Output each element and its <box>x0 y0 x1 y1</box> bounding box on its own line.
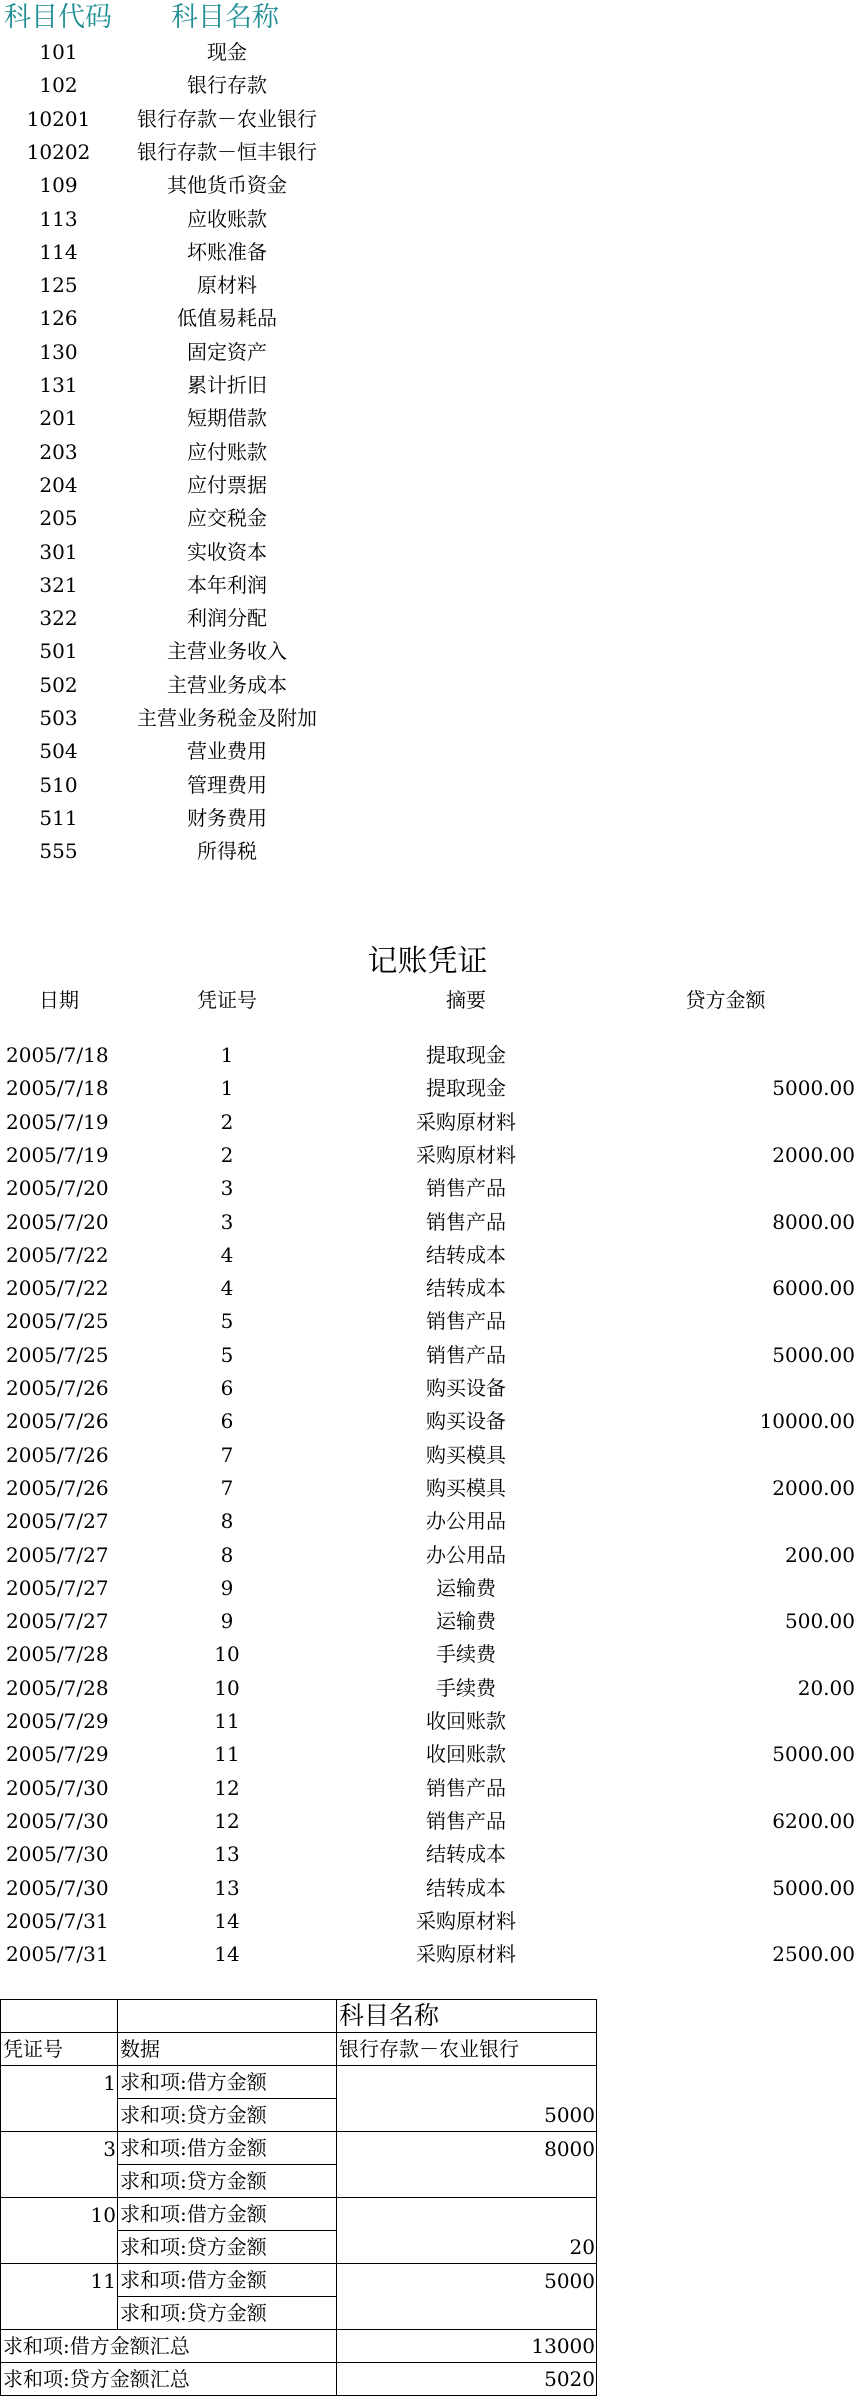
account-row <box>0 302 340 335</box>
voucher-date: 2005/7/26 <box>6 1475 109 1500</box>
pivot-group-debit-row <box>1 2132 597 2165</box>
voucher-number: 2 <box>220 1142 234 1167</box>
pivot-voucher-spacer <box>1 2231 118 2264</box>
account-name: 累计折旧 <box>187 373 267 397</box>
account-row <box>0 536 340 569</box>
voucher-summary: 销售产品 <box>426 1209 506 1234</box>
voucher-summary: 手续费 <box>436 1642 496 1667</box>
voucher-amount: 5000.00 <box>772 1875 855 1900</box>
account-row <box>0 136 340 169</box>
voucher-header-date: 日期 <box>39 988 79 1012</box>
voucher-summary: 结转成本 <box>426 1875 506 1900</box>
voucher-date: 2005/7/31 <box>6 1908 109 1933</box>
pivot-voucher-number: 3 <box>1 2132 118 2165</box>
voucher-date: 2005/7/22 <box>6 1242 109 1267</box>
voucher-number: 12 <box>214 1775 240 1800</box>
voucher-summary: 手续费 <box>436 1675 496 1700</box>
voucher-row <box>0 1139 855 1172</box>
account-row <box>0 269 340 302</box>
voucher-row <box>0 1106 855 1139</box>
voucher-summary: 采购原材料 <box>416 1908 516 1933</box>
pivot-credit-value <box>337 2165 597 2198</box>
voucher-row <box>0 1705 855 1738</box>
account-code: 131 <box>39 373 78 397</box>
pivot-table <box>0 1999 597 2396</box>
voucher-number: 3 <box>220 1176 234 1201</box>
account-code: 10202 <box>26 139 91 164</box>
account-name: 银行存款 <box>187 73 267 98</box>
voucher-date: 2005/7/27 <box>6 1509 109 1534</box>
voucher-row <box>0 1872 855 1905</box>
voucher-date: 2005/7/19 <box>6 1109 109 1134</box>
voucher-title: 记账凭证 <box>367 944 488 979</box>
voucher-amount: 5000.00 <box>772 1342 855 1367</box>
pivot-column-field[interactable]: 科目名称 <box>337 2000 597 2033</box>
voucher-row <box>0 1738 855 1771</box>
account-name: 应交税金 <box>187 506 267 531</box>
account-code: 126 <box>39 306 78 331</box>
voucher-date: 2005/7/26 <box>6 1376 109 1400</box>
voucher-summary: 结转成本 <box>426 1842 506 1867</box>
voucher-date: 2005/7/26 <box>6 1442 109 1467</box>
voucher-summary: 运输费 <box>436 1575 496 1600</box>
account-name: 财务费用 <box>187 805 267 830</box>
pivot-total-label: 求和项:借方金额汇总 <box>1 2330 337 2363</box>
account-row <box>0 369 340 402</box>
account-row <box>0 336 340 369</box>
voucher-summary: 收回账款 <box>426 1709 506 1733</box>
account-name: 坏账准备 <box>187 239 267 264</box>
voucher-amount: 20.00 <box>797 1675 855 1700</box>
pivot-total-row <box>1 2363 597 2396</box>
voucher-row <box>0 1039 855 1072</box>
pivot-voucher-spacer <box>1 2297 118 2330</box>
voucher-date: 2005/7/19 <box>6 1142 109 1167</box>
account-code: 321 <box>39 572 78 597</box>
account-code: 555 <box>39 839 78 864</box>
account-code: 205 <box>39 506 78 531</box>
account-row <box>0 602 340 635</box>
voucher-number: 5 <box>220 1342 234 1367</box>
pivot-total-value: 5020 <box>337 2363 597 2396</box>
account-name: 主营业务收入 <box>167 639 287 664</box>
pivot-data-label: 求和项:贷方金额 <box>118 2099 337 2132</box>
pivot-group-debit-row <box>1 2264 597 2297</box>
voucher-summary: 采购原材料 <box>416 1109 516 1134</box>
voucher-date: 2005/7/28 <box>6 1642 109 1667</box>
pivot-data-label: 求和项:贷方金额 <box>118 2297 337 2330</box>
voucher-row <box>0 1405 855 1438</box>
account-name: 实收资本 <box>187 539 267 564</box>
account-code: 201 <box>39 406 78 431</box>
voucher-number: 8 <box>220 1542 234 1567</box>
account-name: 营业费用 <box>187 739 267 764</box>
pivot-group-credit-row <box>1 2297 597 2330</box>
voucher-row <box>0 1905 855 1938</box>
voucher-row <box>0 1272 855 1305</box>
pivot-group-debit-row <box>1 2198 597 2231</box>
pivot-voucher-number: 1 <box>1 2066 118 2099</box>
pivot-voucher-spacer <box>1 2165 118 2198</box>
voucher-date: 2005/7/31 <box>6 1942 109 1967</box>
account-row <box>0 169 340 202</box>
account-code: 301 <box>39 539 78 564</box>
account-name: 原材料 <box>197 273 257 298</box>
voucher-date: 2005/7/25 <box>6 1309 109 1334</box>
pivot-credit-value <box>337 2297 597 2330</box>
account-code: 204 <box>39 472 78 497</box>
voucher-date: 2005/7/26 <box>6 1409 109 1434</box>
pivot-data-label: 求和项:借方金额 <box>118 2198 337 2231</box>
pivot-credit-value: 5000 <box>337 2099 597 2132</box>
account-row <box>0 436 340 469</box>
account-code: 125 <box>39 273 78 298</box>
voucher-number: 12 <box>214 1808 240 1833</box>
account-row <box>0 103 340 136</box>
voucher-number: 9 <box>220 1609 234 1634</box>
voucher-row <box>0 1938 855 1971</box>
voucher-date: 2005/7/20 <box>6 1209 109 1234</box>
voucher-date: 2005/7/20 <box>6 1176 109 1201</box>
voucher-summary: 结转成本 <box>426 1276 506 1301</box>
voucher-number: 6 <box>220 1409 234 1434</box>
voucher-summary: 提取现金 <box>426 1043 506 1067</box>
pivot-voucher-spacer <box>1 2099 118 2132</box>
voucher-number: 1 <box>220 1043 234 1067</box>
voucher-date: 2005/7/30 <box>6 1842 109 1867</box>
voucher-header-row <box>0 984 855 1017</box>
account-code: 501 <box>39 639 78 664</box>
voucher-summary: 销售产品 <box>426 1309 506 1334</box>
voucher-summary: 购买模具 <box>426 1442 506 1467</box>
voucher-amount: 500.00 <box>785 1609 855 1634</box>
voucher-summary: 销售产品 <box>426 1342 506 1367</box>
voucher-number: 6 <box>220 1376 234 1400</box>
voucher-date: 2005/7/28 <box>6 1675 109 1700</box>
account-name: 利润分配 <box>187 606 267 631</box>
voucher-number: 10 <box>214 1642 240 1667</box>
account-row <box>0 735 340 768</box>
voucher-row <box>0 1339 855 1372</box>
voucher-summary: 采购原材料 <box>416 1942 516 1967</box>
account-row <box>0 469 340 502</box>
voucher-row <box>0 1572 855 1605</box>
voucher-number: 14 <box>214 1942 240 1967</box>
account-row <box>0 669 340 702</box>
voucher-amount: 6200.00 <box>772 1808 855 1833</box>
voucher-row <box>0 1439 855 1472</box>
pivot-row-field-voucher[interactable]: 凭证号 <box>1 2033 118 2066</box>
account-name: 现金 <box>207 40 247 64</box>
voucher-amount: 2500.00 <box>772 1942 855 1967</box>
account-name: 银行存款－恒丰银行 <box>137 139 317 164</box>
pivot-voucher-number: 10 <box>1 2198 118 2231</box>
voucher-row <box>0 1539 855 1572</box>
voucher-amount: 10000.00 <box>759 1409 855 1434</box>
pivot-credit-value: 20 <box>337 2231 597 2264</box>
voucher-summary: 销售产品 <box>426 1176 506 1201</box>
voucher-number: 5 <box>220 1309 234 1334</box>
voucher-date: 2005/7/22 <box>6 1276 109 1301</box>
pivot-total-row <box>1 2330 597 2363</box>
voucher-amount: 2000.00 <box>772 1475 855 1500</box>
voucher-amount: 2000.00 <box>772 1142 855 1167</box>
voucher-number: 13 <box>214 1875 240 1900</box>
voucher-summary: 办公用品 <box>426 1509 506 1534</box>
account-name: 固定资产 <box>187 339 267 364</box>
voucher-summary: 销售产品 <box>426 1775 506 1800</box>
voucher-row <box>0 1672 855 1705</box>
account-code: 109 <box>39 173 78 198</box>
voucher-row <box>0 1505 855 1538</box>
voucher-number: 11 <box>214 1709 240 1733</box>
voucher-amount: 8000.00 <box>772 1209 855 1234</box>
voucher-header-no: 凭证号 <box>197 988 257 1012</box>
voucher-number: 10 <box>214 1675 240 1700</box>
voucher-date: 2005/7/30 <box>6 1775 109 1800</box>
voucher-summary: 提取现金 <box>426 1076 506 1101</box>
voucher-summary: 采购原材料 <box>416 1142 516 1167</box>
account-name: 主营业务成本 <box>167 672 287 697</box>
account-code: 10201 <box>26 106 91 131</box>
voucher-number: 3 <box>220 1209 234 1234</box>
pivot-total-label: 求和项:贷方金额汇总 <box>1 2363 337 2396</box>
voucher-date: 2005/7/18 <box>6 1076 109 1101</box>
voucher-date: 2005/7/27 <box>6 1542 109 1567</box>
voucher-row <box>0 1838 855 1871</box>
voucher-row <box>0 1072 855 1105</box>
pivot-group-debit-row <box>1 2066 597 2099</box>
account-name: 其他货币资金 <box>167 173 287 198</box>
voucher-row <box>0 1206 855 1239</box>
pivot-debit-value <box>337 2198 597 2231</box>
account-name: 应付账款 <box>187 439 267 464</box>
voucher-summary: 收回账款 <box>426 1742 506 1767</box>
account-name: 应付票据 <box>187 472 267 497</box>
voucher-number: 7 <box>220 1475 234 1500</box>
voucher-row <box>0 1305 855 1338</box>
account-code: 510 <box>39 772 78 797</box>
account-code: 503 <box>39 706 78 730</box>
account-code: 502 <box>39 672 78 697</box>
pivot-data-label: 求和项:贷方金额 <box>118 2231 337 2264</box>
pivot-group-credit-row <box>1 2231 597 2264</box>
voucher-date: 2005/7/25 <box>6 1342 109 1367</box>
voucher-summary: 购买模具 <box>426 1475 506 1500</box>
voucher-date: 2005/7/18 <box>6 1043 109 1067</box>
voucher-number: 13 <box>214 1842 240 1867</box>
voucher-amount: 200.00 <box>785 1542 855 1567</box>
account-name: 本年利润 <box>187 572 267 597</box>
pivot-data-label: 求和项:贷方金额 <box>118 2165 337 2198</box>
pivot-total-value: 13000 <box>337 2330 597 2363</box>
pivot-group-credit-row <box>1 2165 597 2198</box>
account-name: 低值易耗品 <box>177 306 277 331</box>
account-row <box>0 203 340 236</box>
pivot-data-label: 求和项:借方金额 <box>118 2066 337 2099</box>
account-code-header: 科目代码 <box>4 2 112 33</box>
account-code: 114 <box>39 239 78 264</box>
pivot-column-field-row <box>1 2000 597 2033</box>
account-row <box>0 69 340 102</box>
voucher-summary: 购买设备 <box>426 1409 506 1434</box>
voucher-date: 2005/7/30 <box>6 1808 109 1833</box>
voucher-number: 8 <box>220 1509 234 1534</box>
account-row <box>0 635 340 668</box>
voucher-header-amount: 贷方金额 <box>685 988 766 1012</box>
pivot-debit-value: 8000 <box>337 2132 597 2165</box>
account-row <box>0 36 340 69</box>
voucher-summary: 办公用品 <box>426 1542 506 1567</box>
pivot-debit-value <box>337 2066 597 2099</box>
pivot-header-row <box>1 2033 597 2066</box>
account-code: 203 <box>39 439 78 464</box>
account-row <box>0 802 340 835</box>
account-name-header: 科目名称 <box>171 2 279 33</box>
account-code: 511 <box>39 805 78 830</box>
pivot-group-credit-row <box>1 2099 597 2132</box>
voucher-row <box>0 1472 855 1505</box>
account-row <box>0 835 340 868</box>
voucher-date: 2005/7/27 <box>6 1575 109 1600</box>
account-row <box>0 702 340 735</box>
account-code: 101 <box>39 40 78 64</box>
voucher-row <box>0 1772 855 1805</box>
voucher-row <box>0 1172 855 1205</box>
pivot-corner-cell <box>118 2000 337 2033</box>
account-name: 短期借款 <box>187 406 267 431</box>
account-name: 所得税 <box>197 839 257 864</box>
voucher-date: 2005/7/29 <box>6 1709 109 1733</box>
account-row <box>0 402 340 435</box>
voucher-date: 2005/7/27 <box>6 1609 109 1634</box>
account-code: 504 <box>39 739 78 764</box>
account-code: 130 <box>39 339 78 364</box>
voucher-row <box>0 1372 855 1405</box>
voucher-amount: 5000.00 <box>772 1742 855 1767</box>
pivot-debit-value: 5000 <box>337 2264 597 2297</box>
voucher-row <box>0 1805 855 1838</box>
voucher-date: 2005/7/29 <box>6 1742 109 1767</box>
account-name: 银行存款－农业银行 <box>137 106 317 131</box>
account-row <box>0 236 340 269</box>
voucher-row <box>0 1605 855 1638</box>
pivot-data-label: 求和项:借方金额 <box>118 2132 337 2165</box>
voucher-number: 4 <box>220 1276 234 1301</box>
pivot-voucher-number: 11 <box>1 2264 118 2297</box>
voucher-amount: 5000.00 <box>772 1076 855 1101</box>
account-name: 应收账款 <box>187 206 267 231</box>
account-row <box>0 769 340 802</box>
pivot-data-field[interactable]: 数据 <box>118 2033 337 2066</box>
voucher-number: 2 <box>220 1109 234 1134</box>
voucher-summary: 购买设备 <box>426 1376 506 1400</box>
voucher-row <box>0 1239 855 1272</box>
account-name: 管理费用 <box>187 772 267 797</box>
account-name: 主营业务税金及附加 <box>137 706 317 730</box>
voucher-date: 2005/7/30 <box>6 1875 109 1900</box>
voucher-number: 11 <box>214 1742 240 1767</box>
voucher-number: 7 <box>220 1442 234 1467</box>
voucher-row <box>0 1638 855 1671</box>
account-row <box>0 502 340 535</box>
voucher-summary: 运输费 <box>436 1609 496 1634</box>
pivot-corner-cell <box>1 2000 118 2033</box>
account-row <box>0 569 340 602</box>
account-code: 322 <box>39 606 78 631</box>
voucher-number: 4 <box>220 1242 234 1267</box>
pivot-data-label: 求和项:借方金额 <box>118 2264 337 2297</box>
voucher-number: 14 <box>214 1908 240 1933</box>
pivot-column-item: 银行存款－农业银行 <box>337 2033 597 2066</box>
voucher-summary: 销售产品 <box>426 1808 506 1833</box>
voucher-amount: 6000.00 <box>772 1276 855 1301</box>
voucher-number: 9 <box>220 1575 234 1600</box>
account-code: 113 <box>39 206 78 231</box>
voucher-summary: 结转成本 <box>426 1242 506 1267</box>
voucher-header-summary: 摘要 <box>446 988 486 1012</box>
account-code: 102 <box>39 73 78 98</box>
voucher-number: 1 <box>220 1076 234 1101</box>
